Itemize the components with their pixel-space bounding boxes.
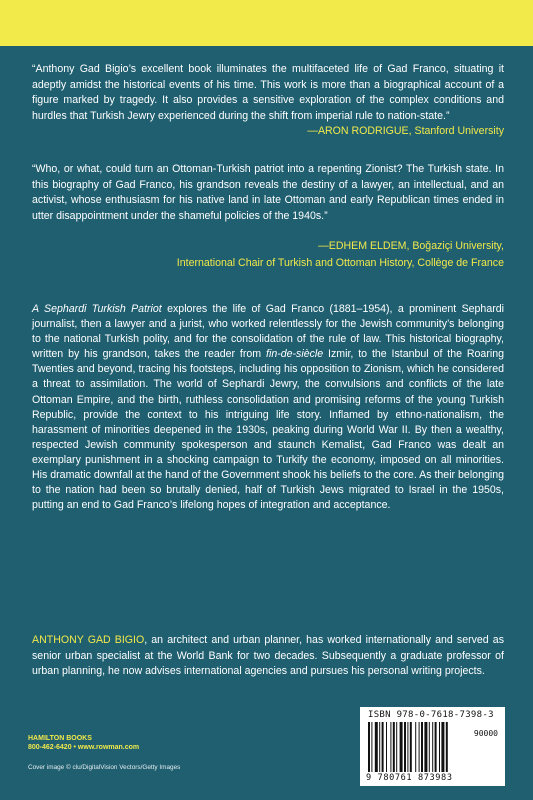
book-title: A Sephardi Turkish Patriot bbox=[32, 303, 162, 315]
description-italic-term: fin-de-siècle bbox=[266, 348, 324, 361]
publisher-block bbox=[28, 734, 139, 752]
publisher-contact: 800-462-6420 • www.rowman.com bbox=[28, 744, 140, 751]
book-description bbox=[32, 302, 504, 513]
price-code: 90000 bbox=[473, 729, 498, 738]
description-part-1: explores the life of Gad Franco (1881–1954), a prominent Sephardi journalist, then a lawyer and a jurist, who worked relentlessly for the Jewish community’s belonging to the national Turkish polity, and for the consolidation of the rule of law. This historical biography, written by his grandson, takes the reader from bbox=[32, 303, 504, 361]
author-bio-text: , an architect and urban planner, has worked internationally and served as senior urban specialist at the World Bank for two decades. Subsequently a graduate professor of urban planning, he now advises international agencies and pursues his personal writing projects. bbox=[32, 634, 504, 677]
author-name: ANTHONY GAD BIGIO bbox=[32, 634, 145, 646]
cover-image-credit: Cover image © clu/DigitalVision Vectors/Getty Images bbox=[28, 764, 181, 771]
barcode-icon bbox=[368, 722, 464, 772]
review-quote-2: “Who, or what, could turn an Ottoman-Turkish patriot into a repenting Zionist? The Turkish state. In this biography of Gad Franco, his grandson reveals the destiny of a lawyer, an intellectual, and an activist, whose enthusiasm for his native land in late Ottoman and early Republican times ended in utter disappointment under the shameful policies of the 1940s.” bbox=[32, 163, 504, 222]
author-bio bbox=[32, 633, 504, 680]
barcode-box bbox=[360, 707, 505, 786]
review-attribution-2-line1: —EDHEM ELDEM, Boğaziçi University, bbox=[318, 240, 504, 252]
description-part-2: Izmir, to the Istanbul of the Roaring Twenties and beyond, tracing his footsteps, including his opposition to Zionism, which he considered a threat to assimilation. The world of Sephardi Jewry, the convulsions and conflicts of the late Ottoman Empire, and the birth, ruthless consolidation and promising reforms of the young Turkish Republic, provide the context to his intriguing life story. Inflamed by ethno-nationalism, the harassment of minorities deepened in the 1930s, peaking during World War II. By then a wealthy, respected Jewish community spokesperson and staunch Kemalist, Gad Franco was dealt an exemplary punishment in a shocking campaign to Turkify the economy, imposed on all minorities. His dramatic downfall at the hand of the Government shook his beliefs to the core. As their belonging to the nation had been so brutally denied, half of Turkish Jews migrated to Israel in the 1950s, putting an end to Gad Franco’s lifelong hopes of integration and acceptance. bbox=[32, 348, 504, 512]
review-attribution-1: —ARON RODRIGUE, Stanford University bbox=[307, 125, 504, 137]
review-quote-1: “Anthony Gad Bigio’s excellent book illuminates the multifaceted life of Gad Franco, situating it adeptly amidst the historical events of his time. This work is more than a biographical account of a figure marked by tragedy. It also provides a sensitive exploration of the complex conditions and hurdles that Turkish Jewry experienced during the shift from imperial rule to nation-state.” bbox=[32, 63, 504, 122]
isbn-text: ISBN 978-0-7618-7398-3 bbox=[368, 710, 494, 720]
publisher-name: HAMILTON BOOKS bbox=[28, 735, 92, 742]
review-attribution-2-line2: International Chair of Turkish and Ottoman History, Collège de France bbox=[176, 257, 504, 269]
top-color-band bbox=[0, 0, 533, 46]
barcode-number: 9 780761 873983 bbox=[366, 773, 453, 783]
